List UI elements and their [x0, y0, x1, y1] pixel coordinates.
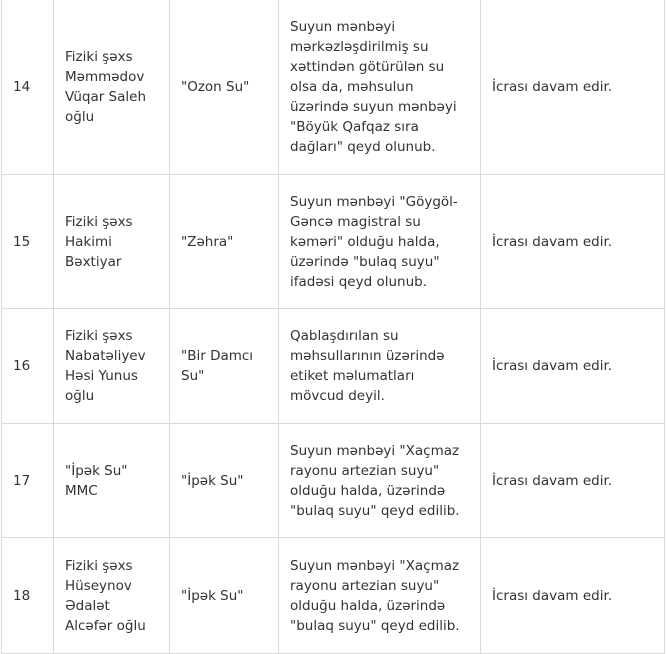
- entity-name: Fiziki şəxs Hakimi Bəxtiyar: [54, 175, 170, 309]
- brand-name: "Ozon Su": [170, 0, 279, 175]
- row-number: 14: [2, 0, 54, 175]
- execution-status: İcrası davam edir.: [481, 175, 665, 309]
- entity-name: Fiziki şəxs Məmmədov Vüqar Saleh oğlu: [54, 0, 170, 175]
- violation-description: Qablaşdırılan su məhsullarının üzərində etiket məlumatları mövcud deyil.: [279, 309, 481, 424]
- table-row: [2, 538, 665, 654]
- table-row: [2, 175, 665, 309]
- violation-description: Suyun mənbəyi "Göygöl-Gəncə magistral su kəməri" olduğu halda, üzərində "bulaq suyu" ifadəsi qeyd olunub.: [279, 175, 481, 309]
- row-number: 18: [2, 538, 54, 654]
- brand-name: "İpək Su": [170, 538, 279, 654]
- execution-status: İcrası davam edir.: [481, 0, 665, 175]
- table-row: [2, 0, 665, 175]
- brand-name: "Bir Damcı Su": [170, 309, 279, 424]
- entity-name: Fiziki şəxs Hüseynov Ədalət Alcəfər oğlu: [54, 538, 170, 654]
- violations-table: [1, 0, 665, 654]
- violation-description: Suyun mənbəyi mərkəzləşdirilmiş su xəttindən götürülən su olsa da, məhsulun üzərində suyun mənbəyi "Böyük Qafqaz sıra dağları" qeyd olunub.: [279, 0, 481, 175]
- execution-status: İcrası davam edir.: [481, 538, 665, 654]
- entity-name: "İpək Su" MMC: [54, 424, 170, 538]
- execution-status: İcrası davam edir.: [481, 309, 665, 424]
- violation-description: Suyun mənbəyi "Xaçmaz rayonu artezian suyu" olduğu halda, üzərində "bulaq suyu" qeyd edilib.: [279, 538, 481, 654]
- table-row: [2, 309, 665, 424]
- row-number: 17: [2, 424, 54, 538]
- table-row: [2, 424, 665, 538]
- row-number: 16: [2, 309, 54, 424]
- brand-name: "İpək Su": [170, 424, 279, 538]
- violation-description: Suyun mənbəyi "Xaçmaz rayonu artezian suyu" olduğu halda, üzərində "bulaq suyu" qeyd edilib.: [279, 424, 481, 538]
- entity-name: Fiziki şəxs Nabatəliyev Həsi Yunus oğlu: [54, 309, 170, 424]
- brand-name: "Zəhra": [170, 175, 279, 309]
- row-number: 15: [2, 175, 54, 309]
- execution-status: İcrası davam edir.: [481, 424, 665, 538]
